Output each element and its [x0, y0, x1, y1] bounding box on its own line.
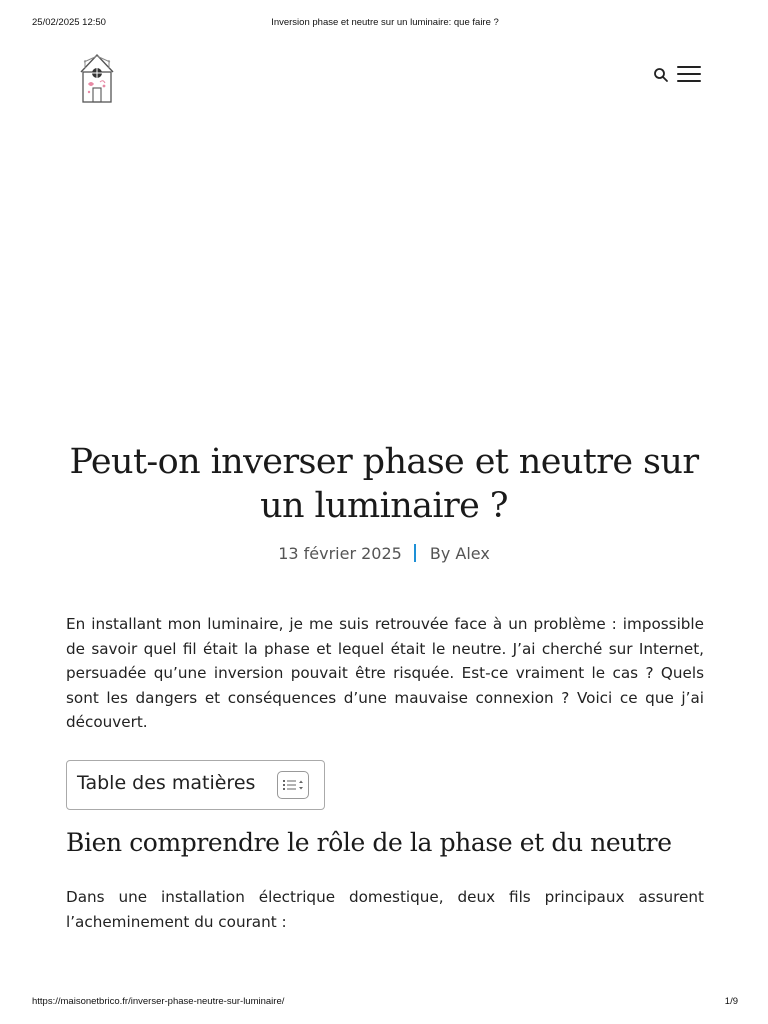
print-page-number: 1/9 [724, 996, 738, 1007]
search-button[interactable] [653, 67, 669, 83]
post-title: Peut-on inverser phase et neutre sur un luminaire ? [69, 442, 699, 526]
menu-bar [677, 80, 701, 82]
print-url: https://maisonetbrico.fr/inverser-phase-neutre-sur-luminaire/ [32, 996, 285, 1007]
menu-bar [677, 66, 701, 68]
hamburger-menu-icon[interactable] [677, 66, 701, 84]
intro-paragraph: En installant mon luminaire, je me suis retrouvée face à un problème : impossible de savoir quel fil était la phase et lequel était le neutre. J’ai cherché sur Internet, persuadée qu’une inversion pouvait être risquée. Est-ce vraiment le cas ? Quels sont les dangers et conséquences d’une mauvaise connexion ? Voici ce que j’ai découvert. [66, 615, 704, 732]
site-logo[interactable] [76, 52, 118, 104]
toc-title: Table des matières [77, 772, 256, 794]
post-author-link[interactable]: By Alex [429, 544, 490, 563]
print-datetime: 25/02/2025 12:50 [32, 17, 106, 28]
meta-separator [414, 544, 416, 562]
list-toggle-icon [282, 778, 304, 792]
toc-toggle-button[interactable] [277, 771, 309, 799]
house-logo-icon [76, 52, 118, 104]
section-heading: Bien comprendre le rôle de la phase et du neutre [66, 828, 672, 857]
menu-bar [677, 73, 701, 75]
table-of-contents [66, 760, 325, 810]
post-meta [0, 544, 768, 563]
section-paragraph: Dans une installation électrique domestique, deux fils principaux assurent l’acheminement du courant : [66, 888, 704, 931]
print-header [32, 17, 738, 31]
post-date: 13 février 2025 [278, 544, 402, 563]
print-doc-title: Inversion phase et neutre sur un luminaire: que faire ? [271, 17, 499, 28]
search-icon [653, 67, 669, 83]
print-footer [32, 996, 738, 1010]
